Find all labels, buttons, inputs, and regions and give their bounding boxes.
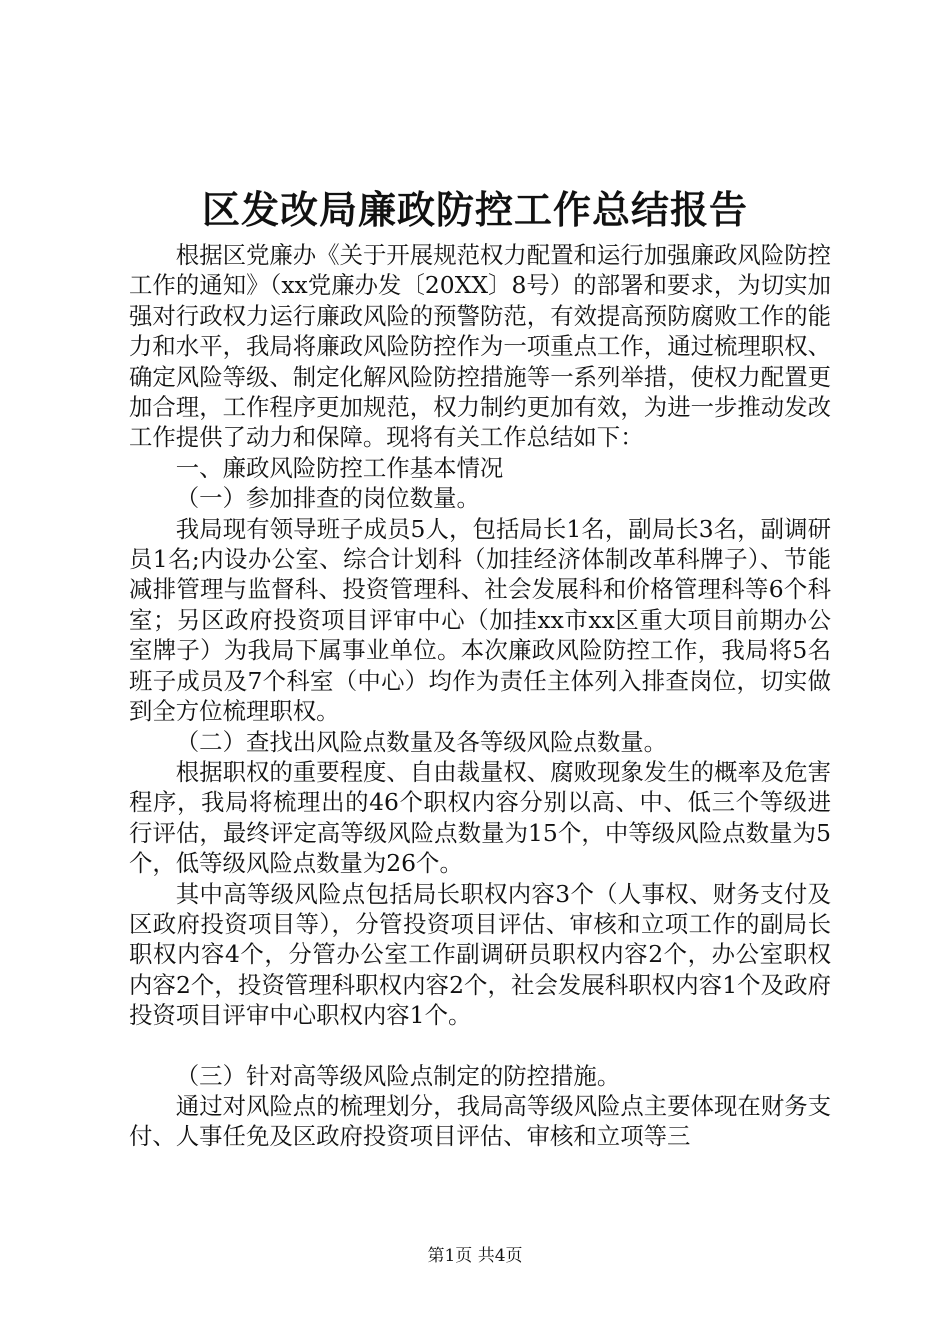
paragraph-risk-count: 根据职权的重要程度、自由裁量权、腐败现象发生的概率及危害程序，我局将梳理出的46个职权内容分别以高、中、低三个等级进行评估，最终评定高等级风险点数量为15个，中等级风险点数量为5个，低等级风险点数量为26个。 [129,757,831,878]
document-title: 区发改局廉政防控工作总结报告 [201,187,748,232]
paragraph-measures: 通过对风险点的梳理划分，我局高等级风险点主要体现在财务支付、人事任免及区政府投资项目评估、审核和立项等三 [129,1091,831,1151]
paragraph-intro: 根据区党廉办《关于开展规范权力配置和运行加强廉政风险防控工作的通知》（xx党廉办发〔20XX〕8号）的部署和要求，为切实加强对行政权力运行廉政风险的预警防范，有效提高预防腐败工作的能力和水平，我局将廉政风险防控作为一项重点工作，通过梳理职权、确定风险等级、制定化解风险防控措施等一系列举措，使权力配置更加合理，工作程序更加规范，权力制约更加有效，为进一步推动发改工作提供了动力和保障。现将有关工作总结如下： [129,241,831,452]
paragraph-positions: 我局现有领导班子成员5人，包括局长1名，副局长3名，副调研员1名;内设办公室、综合计划科（加挂经济体制改革科牌子）、节能减排管理与监督科、投资管理科、社会发展科和价格管理科等6个科室；另区政府投资项目评审中心（加挂xx市xx区重大项目前期办公室牌子）为我局下属事业单位。本次廉政风险防控工作，我局将5名班子成员及7个科室（中心）均作为责任主体列入排查岗位，切实做到全方位梳理职权。 [129,514,831,726]
subsection-heading-2: （二）查找出风险点数量及各等级风险点数量。 [175,727,667,756]
document-body [129,240,831,1152]
paragraph-high-risk: 其中高等级风险点包括局长职权内容3个（人事权、财务支付及区政府投资项目等），分管投资项目评估、审核和立项工作的副局长职权内容4个，分管办公室工作副调研员职权内容2个，办公室职权内容2个，投资管理科职权内容2个，社会发展科职权内容1个及政府投资项目评审中心职权内容1个。 [129,879,831,1030]
section-heading-1: 一、廉政风险防控工作基本情况 [175,453,504,482]
subsection-heading-3: （三）针对高等级风险点制定的防控措施。 [175,1061,621,1090]
page-number: 第1页 共4页 [427,1246,523,1266]
subsection-heading-1: （一）参加排查的岗位数量。 [175,484,480,513]
